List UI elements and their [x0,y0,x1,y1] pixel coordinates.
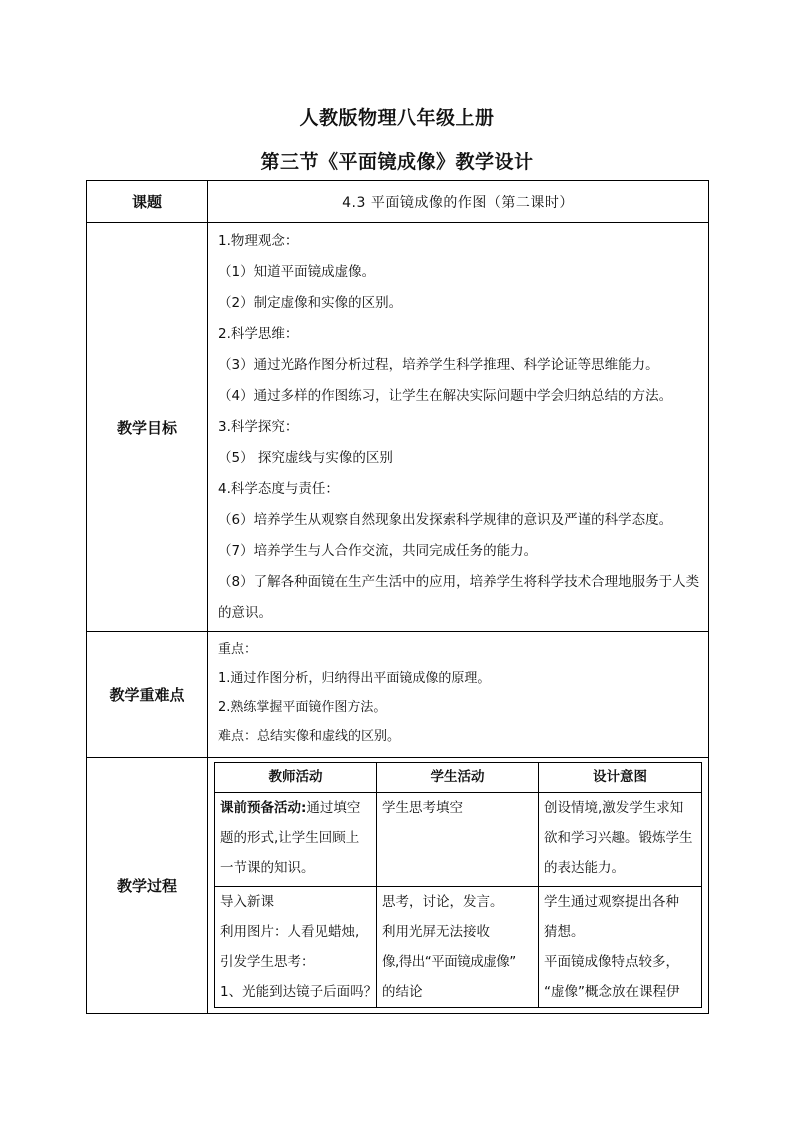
header-student: 学生活动 [377,763,539,793]
process-label: 教学过程 [87,758,208,1014]
topic-label: 课题 [87,181,208,223]
goal-line: （3）通过光路作图分析过程，培养学生科学推理、科学论证等思维能力。 [218,357,659,373]
header-intent: 设计意图 [539,763,702,793]
design-intent: 创设情境,激发学生求知欲和学习兴趣。锻炼学生的表达能力。 [539,793,702,887]
key-point: 2.熟练掌握平面镜作图方法。 [218,700,387,715]
goal-line: （6）培养学生从观察自然现象出发探索科学规律的意识及严谨的科学态度。 [218,512,673,528]
key-points-row [87,632,709,758]
process-row [87,758,709,1014]
text-line: “虚像”概念放在课程伊 [544,984,680,1000]
process-row-1 [215,793,702,887]
pre-activity-text: 通过填空题的形式,让学生回顾上一节课的知识。 [220,800,361,876]
process-cell [208,758,709,1014]
topic-value: 4.3 平面镜成像的作图（第二课时） [208,181,709,223]
text-line: 引发学生思考： [220,954,315,970]
process-row-2 [215,887,702,1008]
text-line: 平面镜成像特点较多， [544,954,679,970]
key-heading: 重点： [218,642,258,657]
pre-activity-label: 课前预备活动: [220,800,307,816]
document-title: 人教版物理八年级上册 [299,107,495,129]
student-activity: 学生思考填空 [377,793,539,887]
difficulty-text: 难点：总结实像和虚线的区别。 [218,729,401,744]
goal-line: （7）培养学生与人合作交流，共同完成任务的能力。 [218,543,538,559]
text-line: 导入新课 [220,894,274,910]
process-table [214,762,702,1008]
goal-line: 1.物理观念： [218,233,299,249]
document-subtitle: 第三节《平面镜成像》教学设计 [260,151,534,173]
text-line: 1、光能到达镜子后面吗？ [220,984,378,1000]
text-line: 像,得出“平面镜成虚像” [382,954,516,970]
goal-line: （8）了解各种面镜在生产生活中的应用，培养学生将科学技术合理地服务于人类的意识。 [218,574,700,621]
goal-line: （1）知道平面镜成虚像。 [218,264,376,280]
topic-row [87,181,709,223]
goals-label: 教学目标 [87,223,208,632]
lesson-plan-table [86,180,709,1014]
text-line: 利用光屏无法接收 [382,924,490,940]
key-points-label: 教学重难点 [87,632,208,758]
text-line: 的结论 [382,984,423,1000]
design-intent [539,887,702,1008]
teacher-activity [215,887,377,1008]
text-line: 猜想。 [544,924,585,940]
goal-line: 2.科学思维： [218,326,299,342]
text-line: 利用图片：人看见蜡烛, [220,924,360,940]
key-points-cell [208,632,709,758]
student-activity [377,887,539,1008]
text-line: 学生通过观察提出各种 [544,894,679,910]
key-point: 1.通过作图分析，归纳得出平面镜成像的原理。 [218,671,491,686]
process-header-row [215,763,702,793]
header-teacher: 教师活动 [215,763,377,793]
teacher-activity [215,793,377,887]
goal-line: （2）制定虚像和实像的区别。 [218,295,403,311]
goal-line: 4.科学态度与责任： [218,481,339,497]
goals-cell [208,223,709,632]
goal-line: （5） 探究虚线与实像的区别 [218,450,393,466]
goal-line: （4）通过多样的作图练习，让学生在解决实际问题中学会归纳总结的方法。 [218,388,673,404]
goal-line: 3.科学探究： [218,419,299,435]
text-line: 思考，讨论，发言。 [382,894,504,910]
goals-row [87,223,709,632]
